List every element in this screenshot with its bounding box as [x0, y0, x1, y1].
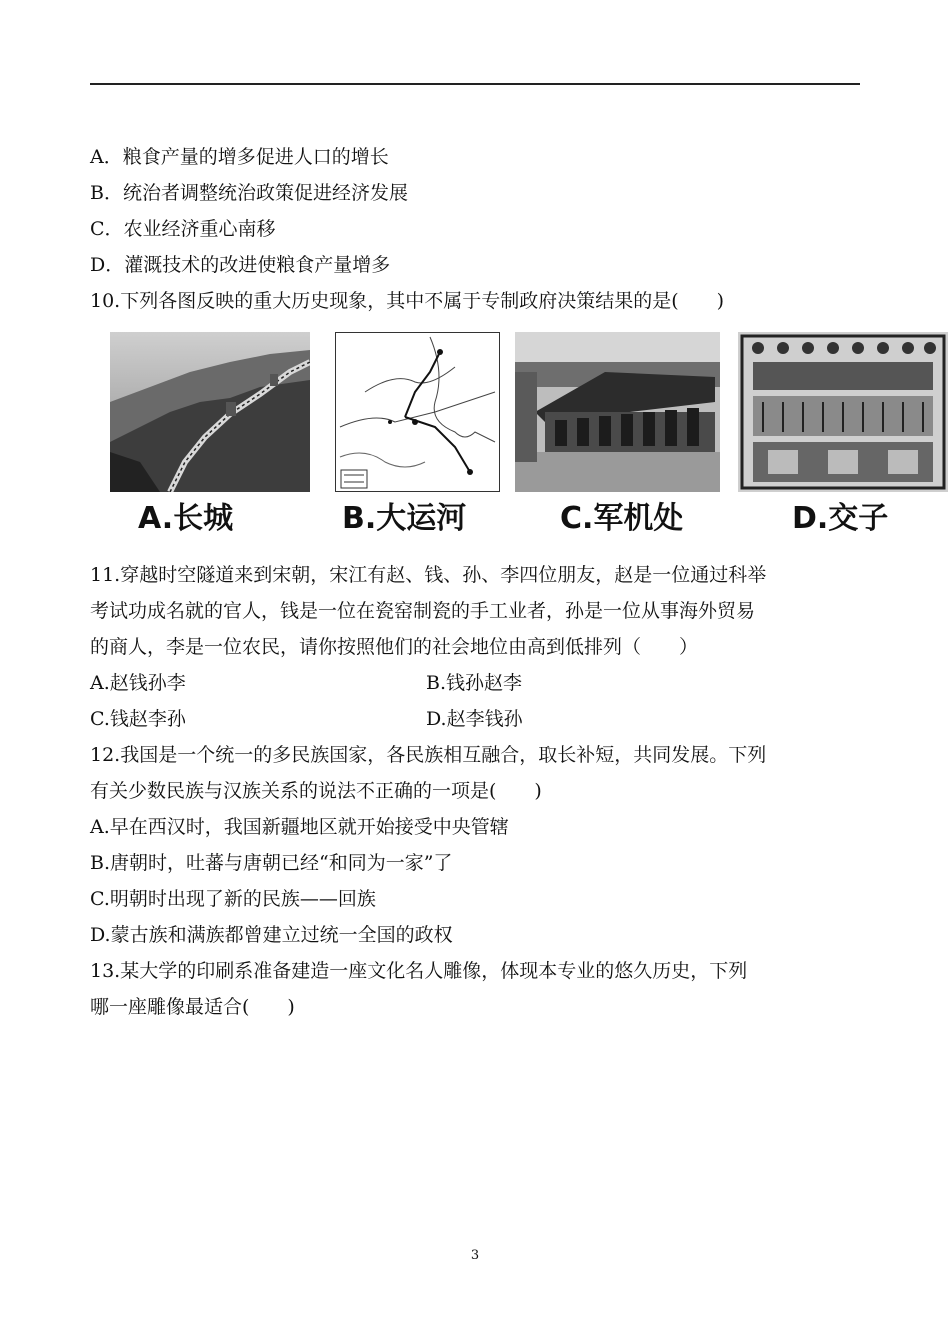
q12-stem-line-2: 有关少数民族与汉族关系的说法不正确的一项是( )	[90, 780, 542, 802]
q10-figures	[90, 324, 950, 544]
jiaozi-banknote-image	[738, 332, 948, 492]
q12-stem-line-1: 12.我国是一个统一的多民族国家，各民族相互融合，取长补短，共同发展。下列	[90, 744, 767, 766]
q12-option-d: D.蒙古族和满族都曾建立过统一全国的政权	[90, 924, 453, 946]
caption-c: C.军机处	[560, 501, 684, 536]
grand-council-photo	[515, 332, 720, 492]
caption-b: B.大运河	[342, 501, 467, 536]
caption-d: D.交子	[792, 501, 889, 536]
q9-option-b: B．统治者调整统治政策促进经济发展	[90, 182, 408, 204]
q12-option-a: A.早在西汉时，我国新疆地区就开始接受中央管辖	[90, 816, 509, 838]
page-number: 3	[470, 1248, 480, 1263]
q12-option-c: C.明朝时出现了新的民族——回族	[90, 888, 376, 910]
q13-stem-line-2: 哪一座雕像最适合( )	[90, 996, 295, 1018]
q11-option-d: D.赵李钱孙	[426, 708, 523, 730]
q9-option-d: D．灌溉技术的改进使粮食产量增多	[90, 254, 391, 276]
q11-stem-line-1: 11.穿越时空隧道来到宋朝，宋江有赵、钱、孙、李四位朋友，赵是一位通过科举	[90, 564, 767, 586]
q11-stem-line-2: 考试功成名就的官人，钱是一位在瓷窑制瓷的手工业者，孙是一位从事海外贸易	[90, 600, 756, 622]
q11-option-a: A.赵钱孙李	[90, 672, 186, 694]
q9-option-c: C．农业经济重心南移	[90, 218, 276, 240]
q11-option-c: C.钱赵李孙	[90, 708, 186, 730]
great-wall-photo	[110, 332, 310, 492]
q12-option-b: B.唐朝时，吐蕃与唐朝已经“和同为一家”了	[90, 852, 453, 874]
grand-canal-map	[335, 332, 500, 492]
q11-stem-line-3: 的商人，李是一位农民，请你按照他们的社会地位由高到低排列（ ）	[90, 636, 699, 658]
q11-option-b: B.钱孙赵李	[426, 672, 523, 694]
q10-stem: 10.下列各图反映的重大历史现象，其中不属于专制政府决策结果的是( )	[90, 290, 725, 312]
q9-option-a: A．粮食产量的增多促进人口的增长	[90, 146, 389, 168]
header-rule	[90, 83, 860, 85]
caption-a: A.长城	[138, 501, 234, 536]
q13-stem-line-1: 13.某大学的印刷系准备建造一座文化名人雕像，体现本专业的悠久历史，下列	[90, 960, 748, 982]
